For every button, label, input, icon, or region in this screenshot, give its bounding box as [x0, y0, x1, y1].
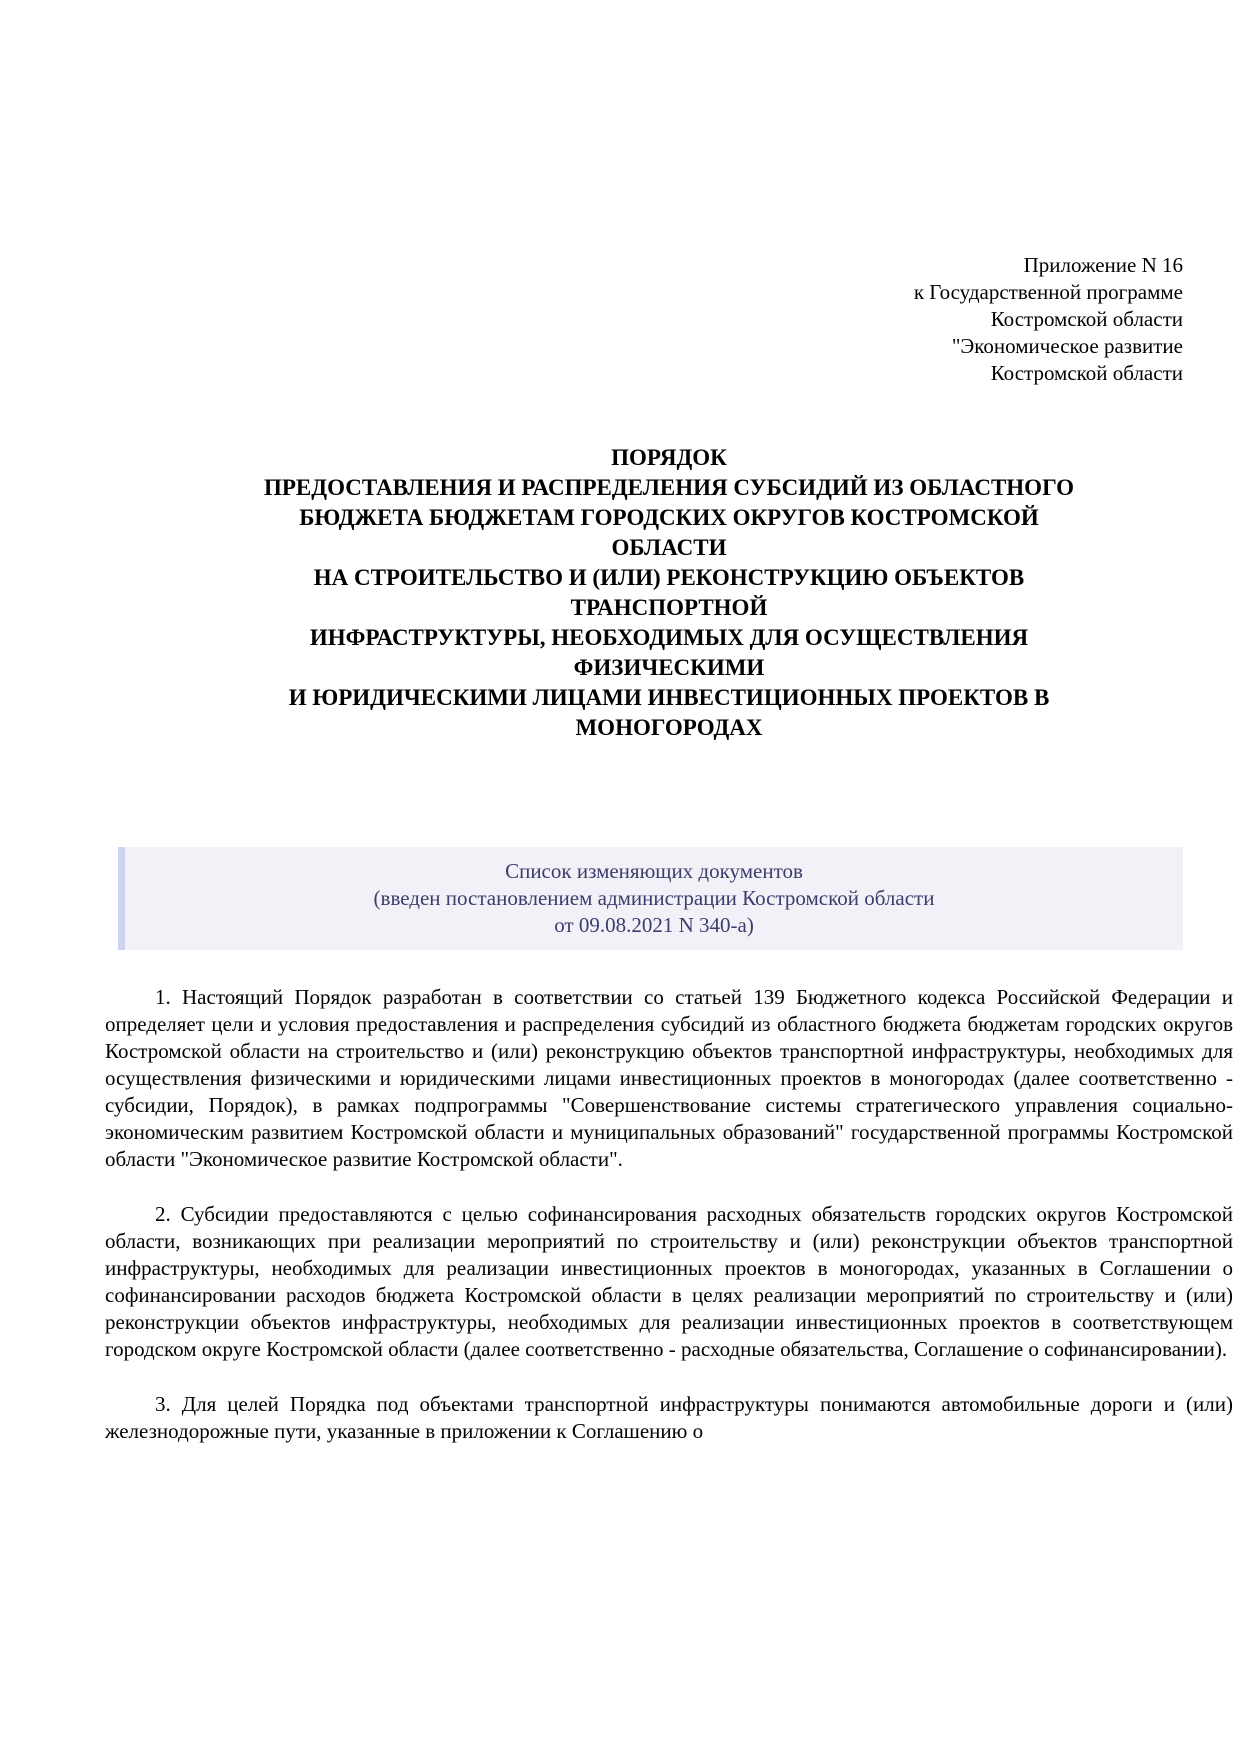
- appendix-header-line: "Экономическое развитие: [951, 334, 1183, 358]
- paragraph-2: 2. Субсидии предоставляются с целью софинансирования расходных обязательств городских округов Костромской области, возникающих при реализации мероприятий по строительству и (или) реконструкции объектов транспортной инфраструктуры, необходимых для реализации инвестиционных проектов в моногородах, указанных в Соглашении о софинансировании расходов бюджета Костромской области в целях реализации мероприятий по строительству и (или) реконструкции объектов инфраструктуры, необходимых для реализации инвестиционных проектов в соответствующем городском округе Костромской области (далее соответственно - расходные обязательства, Соглашение о софинансировании).: [105, 1202, 1233, 1361]
- title-line: ФИЗИЧЕСКИМИ: [573, 655, 765, 680]
- title-line: БЮДЖЕТА БЮДЖЕТАМ ГОРОДСКИХ ОКРУГОВ КОСТРОМСКОЙ: [299, 505, 1039, 530]
- appendix-header: [105, 252, 1183, 387]
- appendix-header-line: Костромской области: [990, 307, 1183, 331]
- amendments-box-content: [125, 847, 1183, 950]
- amendments-box-line: от 09.08.2021 N 340-а): [554, 913, 754, 937]
- appendix-header-line: Костромской области: [990, 361, 1183, 385]
- title-line: ПОРЯДОК: [611, 445, 727, 470]
- document-title: [105, 443, 1233, 743]
- document-body: [105, 984, 1233, 1445]
- paragraph-3: 3. Для целей Порядка под объектами транспортной инфраструктуры понимаются автомобильные дороги и (или) железнодорожные пути, указанные в приложении к Соглашению о: [105, 1392, 1233, 1443]
- amendments-accent-bar: [118, 847, 125, 950]
- title-line: ПРЕДОСТАВЛЕНИЯ И РАСПРЕДЕЛЕНИЯ СУБСИДИЙ ИЗ ОБЛАСТНОГО: [263, 475, 1075, 500]
- paragraph-1: 1. Настоящий Порядок разработан в соответствии со статьей 139 Бюджетного кодекса Российской Федерации и определяет цели и условия предоставления и распределения субсидий из областного бюджета бюджетам городских округов Костромской области на строительство и (или) реконструкцию объектов транспортной инфраструктуры, необходимых для осуществления физическими и юридическими лицами инвестиционных проектов в моногородах (далее соответственно - субсидии, Порядок), в рамках подпрограммы "Совершенствование системы стратегического управления социально-экономическим развитием Костромской области и муниципальных образований" государственной программы Костромской области "Экономическое развитие Костромской области".: [105, 985, 1233, 1171]
- amendments-box-line: (введен постановлением администрации Костромской области: [373, 886, 935, 910]
- title-line: НА СТРОИТЕЛЬСТВО И (ИЛИ) РЕКОНСТРУКЦИЮ ОБЪЕКТОВ: [313, 565, 1025, 590]
- appendix-header-line: Приложение N 16: [1023, 253, 1183, 277]
- appendix-header-line: к Государственной программе: [913, 280, 1183, 304]
- title-line: И ЮРИДИЧЕСКИМИ ЛИЦАМИ ИНВЕСТИЦИОННЫХ ПРОЕКТОВ В: [288, 685, 1050, 710]
- title-line: ТРАНСПОРТНОЙ: [570, 595, 768, 620]
- amendments-box: [118, 847, 1183, 950]
- title-line: ОБЛАСТИ: [611, 535, 727, 560]
- title-line: МОНОГОРОДАХ: [575, 715, 763, 740]
- amendments-box-line: Список изменяющих документов: [505, 859, 803, 883]
- title-line: ИНФРАСТРУКТУРЫ, НЕОБХОДИМЫХ ДЛЯ ОСУЩЕСТВЛЕНИЯ: [309, 625, 1029, 650]
